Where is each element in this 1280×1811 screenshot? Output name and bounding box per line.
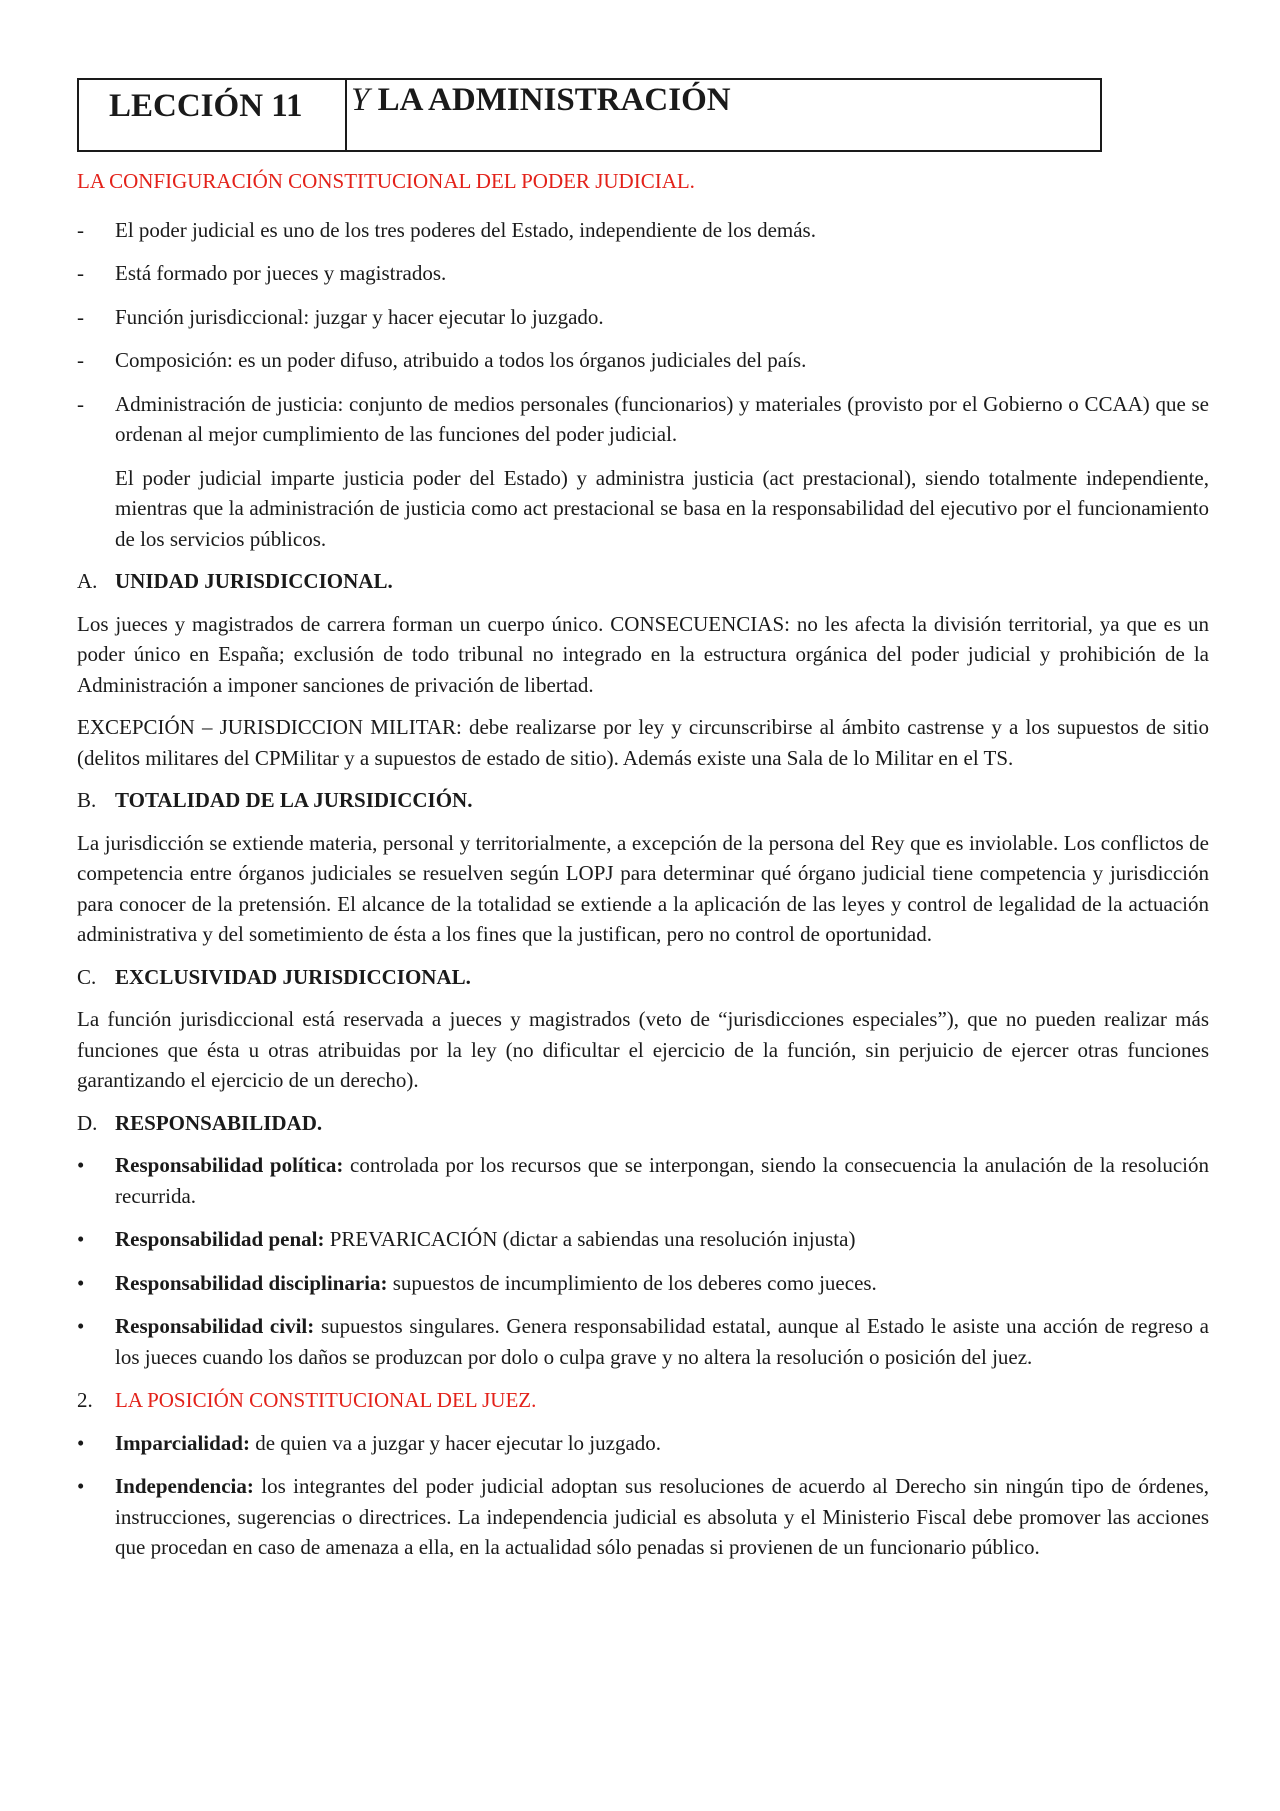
- item-text: controlada por los recursos que se interpongan, siendo la consecuencia la anulación de la resolución recurrida.: [115, 1153, 1209, 1208]
- section-title: UNIDAD JURISDICCIONAL.: [115, 569, 393, 593]
- list-item: [77, 345, 1209, 376]
- paragraph: La función jurisdiccional está reservada a jueces y magistrados (veto de “jurisdicciones especiales”), que no pueden realizar más funciones que ésta u otras atribuidas por la ley (no dificultar el ejercicio de la función, sin perjuicio de ejercer otras funciones garantizando el ejercicio de un derecho).: [77, 1007, 1209, 1092]
- dash-mark: -: [77, 217, 84, 242]
- list-item: [77, 1428, 1209, 1459]
- item-text: supuestos singulares. Genera responsabilidad estatal, aunque al Estado le asiste una acción de regreso a los jueces cuando los daños se produzcan por dolo o culpa grave y no altera la resolución o posición del juez.: [115, 1314, 1209, 1369]
- list-item: [77, 1471, 1209, 1563]
- list-item: [77, 1268, 1209, 1299]
- section-heading-2: [77, 1385, 1209, 1416]
- item-label: Imparcialidad:: [115, 1430, 250, 1455]
- item-text: de quien va a juzgar y hacer ejecutar lo juzgado.: [249, 1430, 662, 1455]
- bullet-list: [77, 1150, 1209, 1372]
- dash-mark: -: [77, 348, 84, 372]
- section-mark: A.: [77, 569, 98, 593]
- section-mark: C.: [77, 964, 97, 989]
- list-item-text: Composición: es un poder difuso, atribuido a todos los órganos judiciales del país.: [115, 348, 807, 372]
- section-heading-d: [77, 1108, 1209, 1139]
- dash-mark: -: [77, 304, 84, 329]
- item-label: Responsabilidad penal:: [115, 1227, 325, 1251]
- list-item: [77, 258, 1209, 289]
- lesson-title: [347, 80, 731, 119]
- paragraph: EXCEPCIÓN – JURISDICCION MILITAR: debe realizarse por ley y circunscribirse al ámbito castrense y a los supuestos de sitio (delitos militares del CPMilitar y a supuestos de estado de sitio). Además existe una Sala de lo Militar en el TS.: [77, 715, 1209, 770]
- item-label: Responsabilidad civil:: [115, 1314, 315, 1338]
- list-item-text: Administración de justicia: conjunto de medios personales (funcionarios) y materiales (provisto por el Gobierno o CCAA) que se ordenan al mejor cumplimiento de las funciones del poder judicial.: [115, 391, 1209, 446]
- section-mark: D.: [77, 1110, 98, 1135]
- lesson-number: LECCIÓN 11: [79, 80, 347, 150]
- bullet-mark: •: [77, 1270, 85, 1295]
- bullet-list: [77, 1428, 1209, 1563]
- list-item: [77, 1311, 1209, 1372]
- bullet-mark: •: [77, 1153, 85, 1177]
- section-mark: B.: [77, 788, 97, 812]
- list-item: [77, 1224, 1209, 1255]
- item-label: Responsabilidad política:: [115, 1153, 344, 1177]
- item-text: los integrantes del poder judicial adoptan sus resoluciones de acuerdo al Derecho sin ningún tipo de órdenes, instrucciones, sugerencias o directrices. La independencia judicial es absoluta y el Ministerio Fiscal debe promover las acciones que procedan en caso de amenaza a ella, en la actualidad sólo penadas si provienen de un funcionario público.: [115, 1474, 1209, 1559]
- section-title: TOTALIDAD DE LA JURSIDICCIÓN.: [115, 788, 473, 812]
- section-heading-c: [77, 962, 1209, 993]
- lesson-title-box: [77, 78, 1102, 152]
- bullet-mark: •: [77, 1430, 85, 1455]
- item-label: Responsabilidad disciplinaria:: [115, 1270, 388, 1295]
- dash-mark: -: [77, 261, 84, 285]
- section-title: LA POSICIÓN CONSTITUCIONAL DEL JUEZ.: [115, 1388, 537, 1412]
- section-title: RESPONSABILIDAD.: [115, 1110, 323, 1135]
- intro-paragraph: El poder judicial imparte justicia poder del Estado) y administra justicia (act prestacional), siendo totalmente independiente, mientras que la administración de justicia como act prestacional se basa en la responsabilidad del ejecutivo por el funcionamiento de los servicios públicos.: [115, 465, 1209, 551]
- section-title: EXCLUSIVIDAD JURISDICCIONAL.: [115, 964, 471, 989]
- paragraph: La jurisdicción se extiende materia, personal y territorialmente, a excepción de la persona del Rey que es inviolable. Los conflictos de competencia entre órganos judiciales se resuelven según LOPJ para determinar qué órgano judicial tiene competencia y jurisdicción para conocer de la pretensión. El alcance de la totalidad se extiende a la aplicación de las leyes y control de legalidad de la actuación administrativa y del sometimiento de ésta a los fines que la justifican, pero no control de oportunidad.: [77, 830, 1209, 946]
- document-page: [77, 78, 1209, 1576]
- title-text: LA ADMINISTRACIÓN: [377, 82, 731, 118]
- dash-mark: -: [77, 391, 84, 416]
- title-fragment: Y: [351, 82, 370, 118]
- section-heading-a: [77, 566, 1209, 597]
- item-text: supuestos de incumplimiento de los deberes como jueces.: [387, 1270, 877, 1295]
- dash-list: [77, 215, 1209, 450]
- list-item-text: Función jurisdiccional: juzgar y hacer ejecutar lo juzgado.: [115, 304, 604, 329]
- section-heading-main: LA CONFIGURACIÓN CONSTITUCIONAL DEL PODER JUDICIAL.: [77, 169, 695, 193]
- bullet-mark: •: [77, 1474, 85, 1498]
- section-heading-b: [77, 785, 1209, 816]
- list-item: [77, 1150, 1209, 1211]
- item-label: Independencia:: [115, 1474, 254, 1498]
- list-item: [77, 302, 1209, 333]
- paragraph: Los jueces y magistrados de carrera forman un cuerpo único. CONSECUENCIAS: no les afecta la división territorial, ya que es un poder único en España; exclusión de todo tribunal no integrado en la estructura orgánica del poder judicial y prohibición de la Administración a imponer sanciones de privación de libertad.: [77, 611, 1209, 697]
- list-item: [77, 389, 1209, 450]
- list-item-text: Está formado por jueces y magistrados.: [115, 261, 447, 285]
- list-item: [77, 215, 1209, 246]
- item-text: PREVARICACIÓN (dictar a sabiendas una resolución injusta): [324, 1227, 856, 1251]
- section-mark: 2.: [77, 1388, 93, 1412]
- list-item-text: El poder judicial es uno de los tres poderes del Estado, independiente de los demás.: [115, 217, 816, 242]
- bullet-mark: •: [77, 1314, 85, 1338]
- bullet-mark: •: [77, 1227, 85, 1251]
